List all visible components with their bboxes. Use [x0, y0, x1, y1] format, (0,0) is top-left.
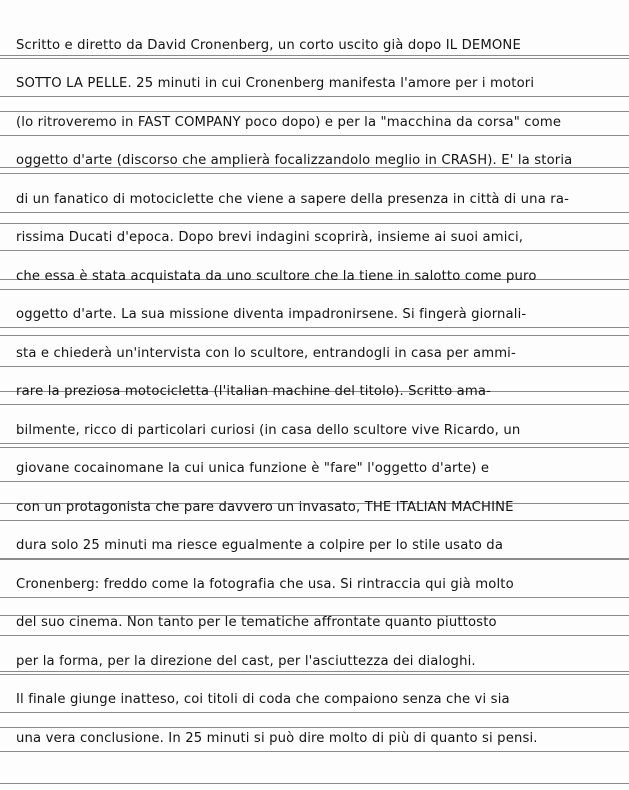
text-line: rissima Ducati d'epoca. Dopo brevi indagini scoprirà, insieme ai suoi amici,: [16, 230, 524, 245]
text-line: sta e chiederà un'intervista con lo scultore, entrandogli in casa per ammi-: [16, 346, 516, 361]
ruled-line: [0, 443, 629, 444]
text-line: di un fanatico di motociclette che viene a sapere della presenza in città di una ra-: [16, 192, 569, 207]
text-line: che essa è stata acquistata da uno scultore che la tiene in salotto come puro: [16, 269, 537, 284]
text-line: con un protagonista che pare davvero un invasato, THE ITALIAN MACHINE: [16, 500, 514, 515]
ruled-line: [0, 520, 629, 521]
text-line: per la forma, per la direzione del cast, per l'asciuttezza dei dialoghi.: [16, 654, 476, 669]
ruled-line: [0, 481, 629, 482]
text-line: Scritto e diretto da David Cronenberg, un corto uscito già dopo IL DEMONE: [16, 38, 521, 53]
ruled-line: [0, 597, 629, 598]
ruled-line: [0, 327, 629, 328]
ruled-line: [0, 366, 629, 367]
ruled-line: [0, 404, 629, 405]
text-line: (lo ritroveremo in FAST COMPANY poco dopo) e per la "macchina da corsa" come: [16, 115, 562, 130]
ruled-line: [0, 173, 629, 174]
text-line: giovane cocainomane la cui unica funzione è "fare" l'oggetto d'arte) e: [16, 461, 490, 476]
text-line: oggetto d'arte. La sua missione diventa impadronirsene. Si fingerà giornali-: [16, 307, 527, 322]
ruled-line: [0, 558, 629, 559]
ruled-line: [0, 674, 629, 675]
ruled-line: [0, 712, 629, 713]
text-line: rare la preziosa motocicletta (l'italian machine del titolo). Scritto ama-: [16, 384, 492, 399]
text-line: bilmente, ricco di particolari curiosi (in casa dello scultore vive Ricardo, un: [16, 423, 521, 438]
ruled-line: [0, 289, 629, 290]
text-line: SOTTO LA PELLE. 25 minuti in cui Cronenberg manifesta l'amore per i motori: [16, 76, 535, 91]
ruled-line: [0, 250, 629, 251]
text-line: una vera conclusione. In 25 minuti si può dire molto di più di quanto si pensi.: [16, 731, 538, 746]
ruled-line: [0, 135, 629, 136]
text-line: dura solo 25 minuti ma riesce egualmente a colpire per lo stile usato da: [16, 538, 504, 553]
text-line: del suo cinema. Non tanto per le tematiche affrontate quanto piuttosto: [16, 615, 497, 630]
ruled-line: [0, 96, 629, 97]
ruled-line: [0, 212, 629, 213]
text-line: Il finale giunge inatteso, coi titoli di coda che compaiono senza che vi sia: [16, 692, 510, 707]
text-line: oggetto d'arte (discorso che amplierà focalizzandolo meglio in CRASH). E' la storia: [16, 153, 573, 168]
text-line: Cronenberg: freddo come la fotografia che usa. Si rintraccia qui già molto: [16, 577, 514, 592]
ruled-line: [0, 751, 629, 752]
ruled-line: [0, 635, 629, 636]
ruled-line: [0, 58, 629, 59]
